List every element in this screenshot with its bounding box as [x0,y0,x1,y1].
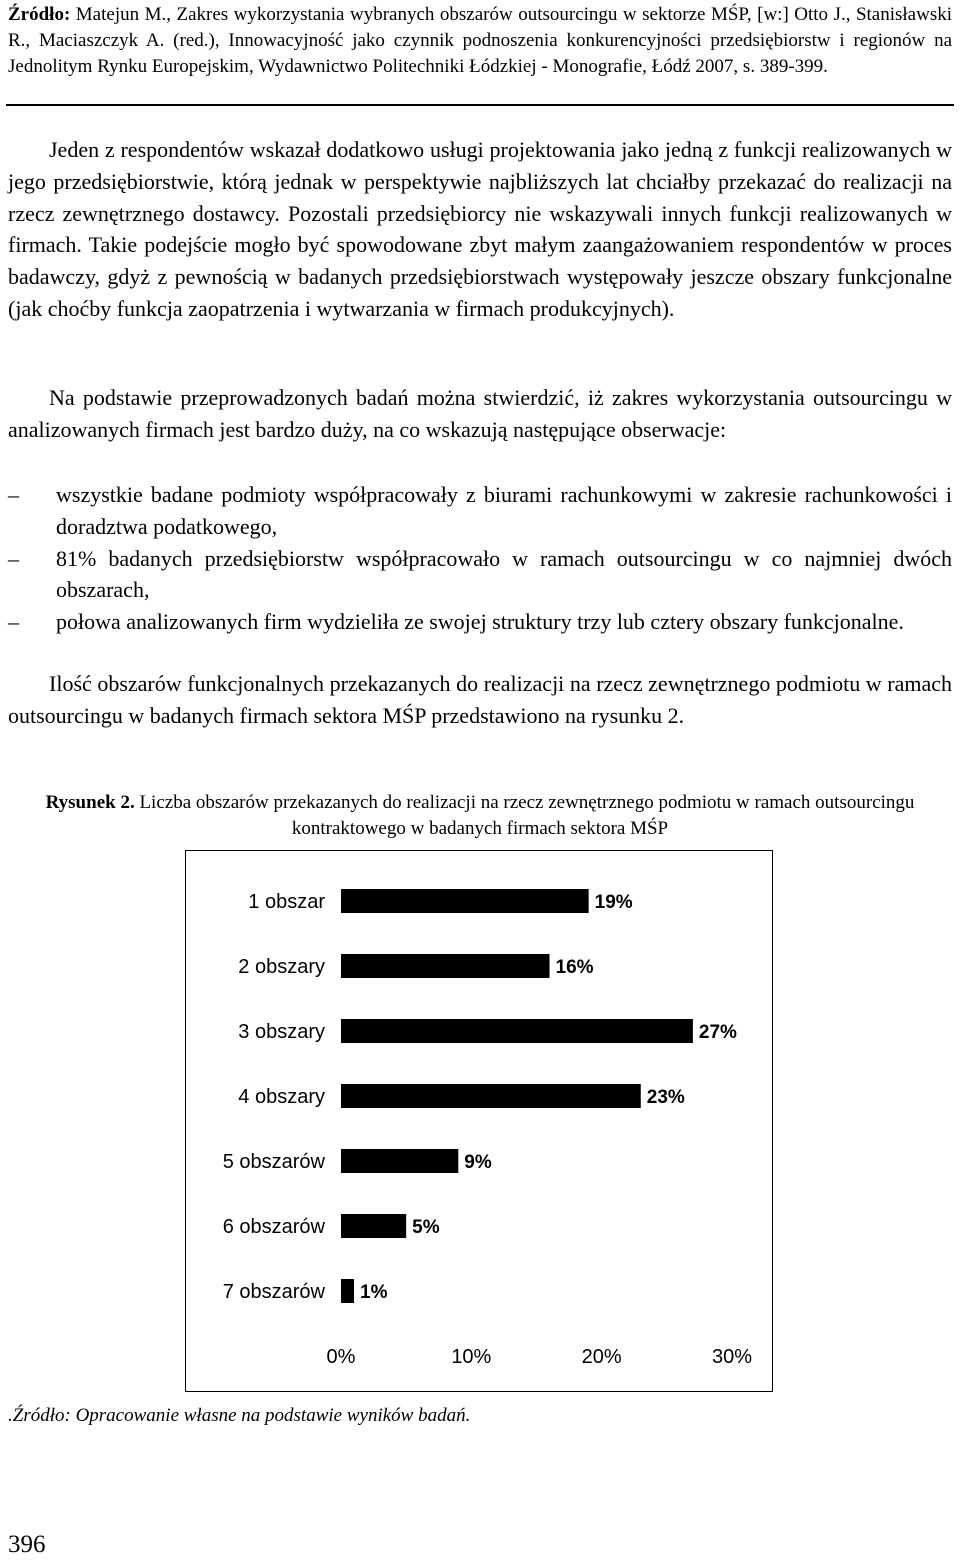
list-item-text: 81% badanych przedsiębiorstw współpracowało w ramach outsourcingu w co najmniej dwóch obszarach, [56,545,952,603]
header-source-citation [8,2,952,80]
x-tick-label: 0% [326,1346,356,1368]
category-label: 1 obszar [248,891,325,913]
list-item [8,543,952,607]
dash-marker: – [8,609,19,635]
bar-chart [185,850,773,1392]
dash-marker: – [8,482,19,507]
bar-chart-svg [186,851,772,1391]
page-number: 396 [8,1531,46,1558]
observations-list [8,479,952,638]
bar [341,1214,406,1238]
figure-source: .Źródło: Opracowanie własne na podstawie wyników badań. [8,1405,471,1426]
list-item-text: połowa analizowanych firm wydzieliła ze swojej struktury trzy lub cztery obszary funkcjonalne. [56,609,904,635]
category-label: 3 obszary [238,1021,325,1043]
bar [341,1149,458,1173]
x-tick-label: 20% [581,1346,622,1368]
header-divider [6,104,954,106]
list-item [8,479,952,543]
x-tick-label: 10% [451,1346,492,1368]
category-label: 2 obszary [238,956,325,978]
data-label: 19% [594,892,633,913]
bar [341,1279,354,1303]
data-label: 16% [555,957,594,978]
data-label: 5% [412,1217,440,1238]
figure-caption [8,790,952,842]
bar [341,1019,693,1043]
x-tick-label: 30% [711,1346,753,1368]
header-source-label: Źródło: [8,4,71,25]
figure-caption-text: Liczba obszarów przekazanych do realizacji na rzecz zewnętrznego podmiotu w ramach outsourcingu kontraktowego w badanych firmach sektora MŚP [139,792,915,839]
header-source-text: Matejun M., Zakres wykorzystania wybranych obszarów outsourcingu w sektorze MŚP, [w:] Otto J., Stanisławski R., Maciaszczyk A. (red.), Innowacyjność jako czynnik podnoszenia konkurencyjności przedsiębiorstw i regionów na Jednolitym Rynku Europejskim, Wydawnictwo Politechniki Łódzkiej - Monografie, Łódź 2007, s. 389-399. [8,4,952,77]
paragraph-1: Jeden z respondentów wskazał dodatkowo usługi projektowania jako jedną z funkcji realizowanych w jego przedsiębiorstwie, którą jednak w perspektywie najbliższych lat chciałby przekazać do realizacji na rzecz zewnętrznego dostawcy. Pozostali przedsiębiorcy nie wskazywali innych funkcji realizowanych w firmach. Takie podejście mogło być spowodowane zbyt małym zaangażowaniem respondentów w proces badawczy, gdyż z pewnością w badanych przedsiębiorstwach występowały jeszcze obszary funkcjonalne (jak choćby funkcja zaopatrzenia i wytwarzania w firmach produkcyjnych). [8,137,952,321]
category-label: 6 obszarów [222,1216,325,1238]
category-label: 4 obszary [238,1086,325,1108]
paragraph-3: Ilość obszarów funkcjonalnych przekazanych do realizacji na rzecz zewnętrznego podmiotu w ramach outsourcingu w badanych firmach sektora MŚP przedstawiono na rysunku 2. [8,671,952,728]
data-label: 23% [646,1087,685,1108]
bar [341,1084,641,1108]
data-label: 9% [464,1152,492,1173]
category-label: 7 obszarów [222,1281,325,1303]
data-label: 27% [698,1022,737,1043]
list-item [8,606,952,638]
figure-label: Rysunek 2. [45,792,135,813]
category-label: 5 obszarów [222,1151,325,1173]
dash-marker: – [8,545,19,571]
bar [341,889,589,913]
data-label: 1% [360,1282,388,1303]
bar [341,954,550,978]
list-item-text: wszystkie badane podmioty współpracowały z biurami rachunkowymi w zakresie rachunkowości i doradztwa podatkowego, [56,482,952,539]
paragraph-2: Na podstawie przeprowadzonych badań można stwierdzić, iż zakres wykorzystania outsourcingu w analizowanych firmach jest bardzo duży, na co wskazują następujące obserwacje: [8,385,952,442]
